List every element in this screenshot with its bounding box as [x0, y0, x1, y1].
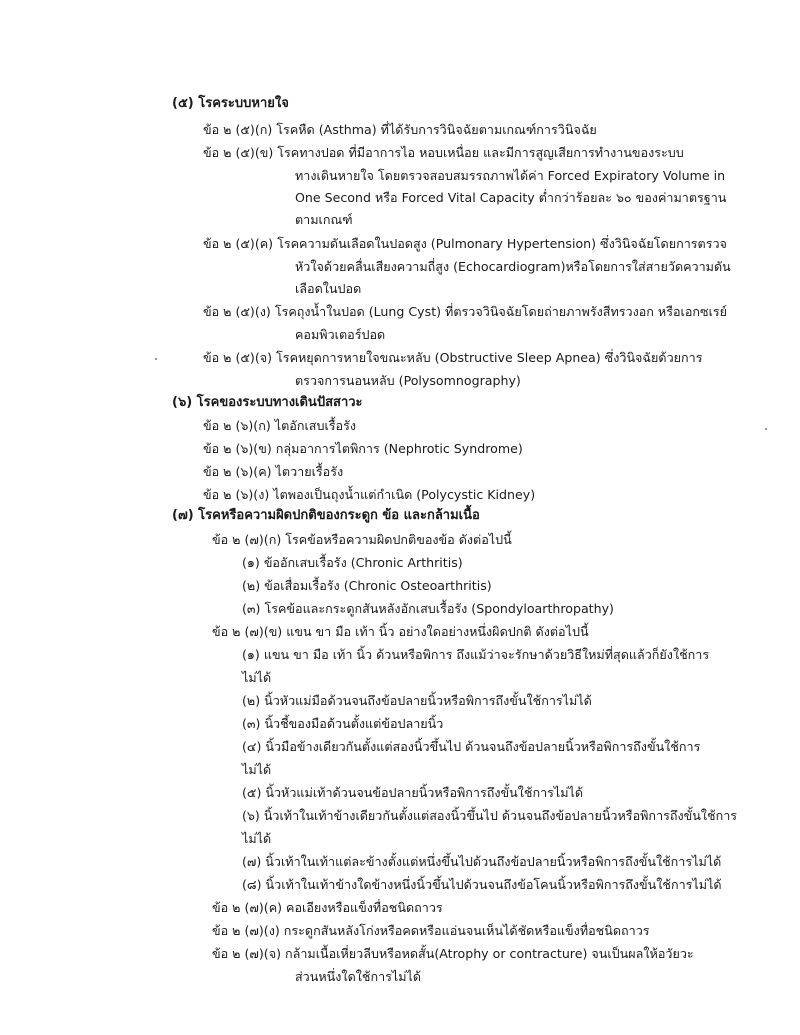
scan-speck — [765, 428, 767, 430]
clause-5b-line2: ทางเดินหายใจ โดยตรวจสอบสมรรถภาพได้ค่า Forced Expiratory Volume in — [295, 168, 726, 183]
clause-7e-line2: ส่วนหนึ่งใดใช้การไม่ได้ — [295, 969, 422, 984]
clause-7b-item1-line2: ไม่ได้ — [242, 670, 272, 685]
clause-7a-item2: (๒) ข้อเสื่อมเรื้อรัง (Chronic Osteoarthritis) — [242, 578, 492, 593]
clause-7c: ข้อ ๒ (๗)(ค) คอเอียงหรือแข็งทื่อชนิดถาวร — [212, 900, 443, 915]
clause-5e-line2: ตรวจการนอนหลับ (Polysomnography) — [295, 373, 521, 388]
section-6-heading: (๖) โรคของระบบทางเดินปัสสาวะ — [172, 395, 363, 410]
clause-7a-item3: (๓) โรคข้อและกระดูกสันหลังอักเสบเรื้อรัง (Spondyloarthropathy) — [242, 601, 614, 616]
clause-6c: ข้อ ๒ (๖)(ค) ไตวายเรื้อรัง — [203, 464, 344, 479]
clause-7a-item1: (๑) ข้ออักเสบเรื้อรัง (Chronic Arthritis) — [242, 555, 463, 570]
clause-7b-item6-line2: ไม่ได้ — [242, 831, 272, 846]
clause-7b-item3: (๓) นิ้วชี้ของมือด้วนตั้งแต่ข้อปลายนิ้ว — [242, 716, 444, 731]
scan-speck — [155, 358, 157, 360]
clause-5b-line4: ตามเกณฑ์ — [295, 212, 353, 227]
clause-7b: ข้อ ๒ (๗)(ข) แขน ขา มือ เท้า นิ้ว อย่างใดอย่างหนึ่งผิดปกติ ดังต่อไปนี้ — [212, 624, 589, 639]
clause-7b-item6-line1: (๖) นิ้วเท้าในเท้าข้างเดียวกันตั้งแต่สองนิ้วขึ้นไป ด้วนจนถึงข้อปลายนิ้วหรือพิการถึงขั้นใช้การ — [242, 808, 738, 823]
clause-7a: ข้อ ๒ (๗)(ก) โรคข้อหรือความผิดปกติของข้อ ดังต่อไปนี้ — [212, 532, 512, 547]
clause-5d-line1: ข้อ ๒ (๕)(ง) โรคถุงน้ำในปอด (Lung Cyst) ที่ตรวจวินิจฉัยโดยถ่ายภาพรังสีทรวงอก หรือเอกซเรย์ — [203, 304, 728, 319]
clause-5c-line2: หัวใจด้วยคลื่นเสียงความถี่สูง (Echocardiogram)หรือโดยการใส่สายวัดความดัน — [295, 259, 731, 274]
clause-5a: ข้อ ๒ (๕)(ก) โรคหืด (Asthma) ที่ได้รับการวินิจฉัยตามเกณฑ์การวินิจฉัย — [203, 122, 597, 137]
clause-7b-item2: (๒) นิ้วหัวแม่มือด้วนจนถึงข้อปลายนิ้วหรือพิการถึงขั้นใช้การไม่ได้ — [242, 693, 592, 708]
section-7-heading: (๗) โรคหรือความผิดปกติของกระดูก ข้อ และกล้ามเนื้อ — [172, 508, 480, 523]
clause-5b-line3: One Second หรือ Forced Vital Capacity ต่ำกว่าร้อยละ ๖๐ ของค่ามาตรฐาน — [295, 190, 727, 205]
clause-5e-line1: ข้อ ๒ (๕)(จ) โรคหยุดการหายใจขณะหลับ (Obstructive Sleep Apnea) ซึ่งวินิจฉัยด้วยการ — [203, 350, 703, 365]
clause-5d-line2: คอมพิวเตอร์ปอด — [295, 327, 386, 342]
clause-7b-item5: (๕) นิ้วหัวแม่เท้าด้วนจนข้อปลายนิ้วหรือพิการถึงขั้นใช้การไม่ได้ — [242, 785, 584, 800]
clause-7b-item4-line2: ไม่ได้ — [242, 762, 272, 777]
section-5-heading: (๕) โรคระบบหายใจ — [172, 96, 289, 111]
clause-7b-item1-line1: (๑) แขน ขา มือ เท้า นิ้ว ด้วนหรือพิการ ถึงแม้ว่าจะรักษาด้วยวิธีใหม่ที่สุดแล้วก็ยังใช้การ — [242, 647, 710, 662]
clause-6b: ข้อ ๒ (๖)(ข) กลุ่มอาการไตพิการ (Nephrotic Syndrome) — [203, 441, 523, 456]
clause-7b-item4-line1: (๔) นิ้วมือข้างเดียวกันตั้งแต่สองนิ้วขึ้นไป ด้วนจนถึงข้อปลายนิ้วหรือพิการถึงขั้นใช้การ — [242, 739, 701, 754]
clause-7d: ข้อ ๒ (๗)(ง) กระดูกสันหลังโก่งหรือคดหรือแอ่นจนเห็นได้ชัดหรือแข็งทื่อชนิดถาวร — [212, 923, 650, 938]
clause-7b-item7: (๗) นิ้วเท้าในเท้าแต่ละข้างตั้งแต่หนึ่งขึ้นไปด้วนถึงข้อปลายนิ้วหรือพิการถึงขั้นใช้การไม่ได้ — [242, 854, 722, 869]
clause-6d: ข้อ ๒ (๖)(ง) ไตพองเป็นถุงน้ำแต่กำเนิด (Polycystic Kidney) — [203, 487, 536, 502]
clause-5c-line3: เลือดในปอด — [295, 281, 362, 296]
clause-7e-line1: ข้อ ๒ (๗)(จ) กล้ามเนื้อเหี่ยวลีบหรือหดสั้น(Atrophy or contracture) จนเป็นผลให้อวัยวะ — [212, 946, 694, 961]
clause-7b-item8: (๘) นิ้วเท้าในเท้าข้างใดข้างหนึ่งนิ้วขึ้นไปด้วนจนถึงข้อโคนนิ้วหรือพิการถึงขั้นใช้การไม่ได้ — [242, 877, 722, 892]
clause-5b-line1: ข้อ ๒ (๕)(ข) โรคทางปอด ที่มีอาการไอ หอบเหนื่อย และมีการสูญเสียการทำงานของระบบ — [203, 145, 684, 160]
clause-5c-line1: ข้อ ๒ (๕)(ค) โรคความดันเลือดในปอดสูง (Pulmonary Hypertension) ซึ่งวินิจฉัยโดยการตรวจ — [203, 236, 727, 251]
clause-6a: ข้อ ๒ (๖)(ก) ไตอักเสบเรื้อรัง — [203, 418, 356, 433]
